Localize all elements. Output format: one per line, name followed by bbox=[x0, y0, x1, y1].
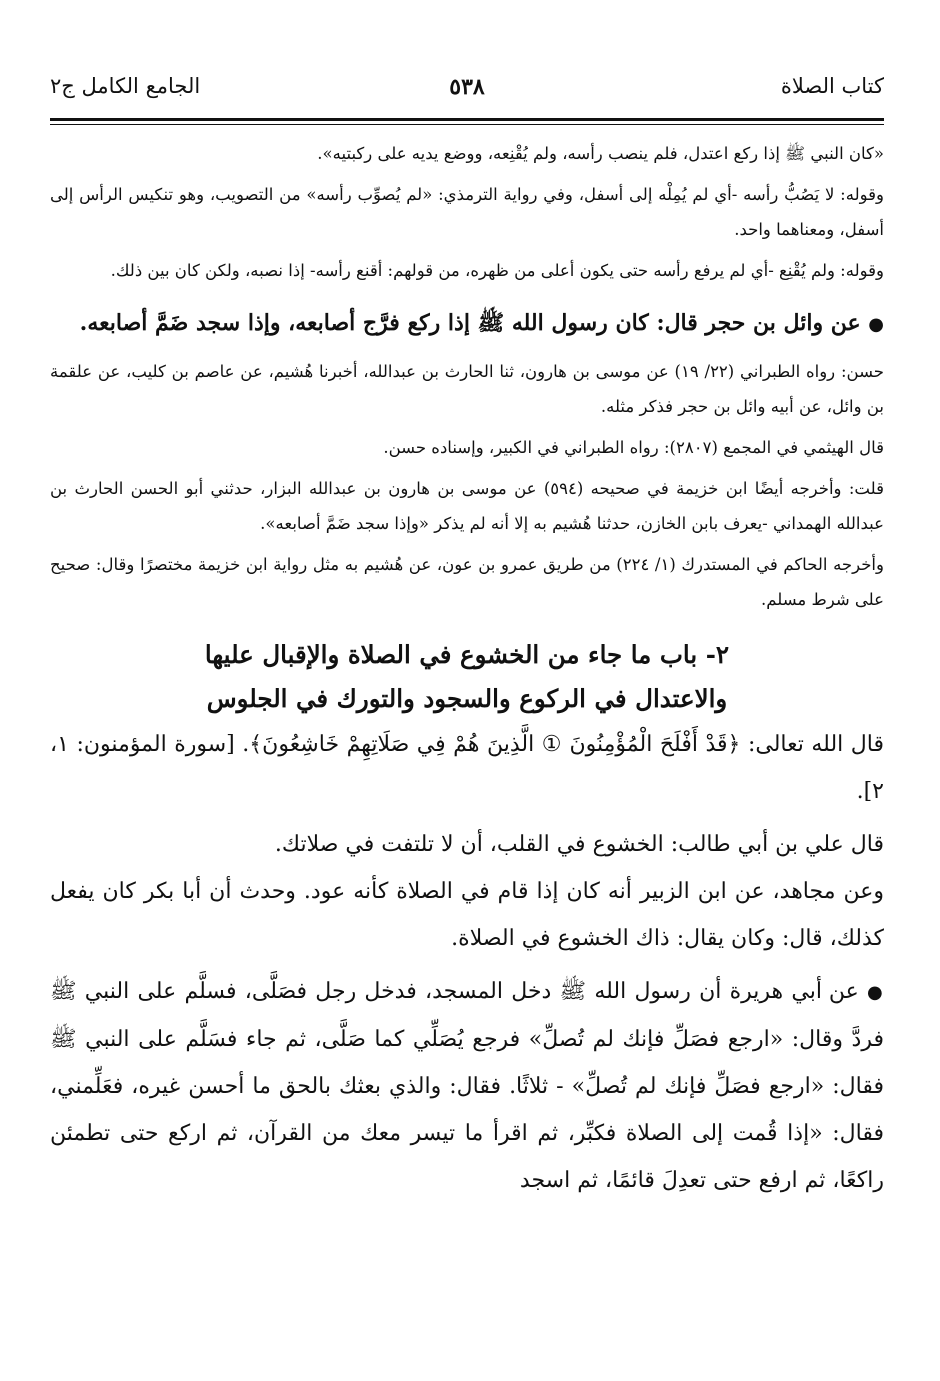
quote-continuation: «كان النبي ﷺ إذا ركع اعتدل، فلم ينصب رأسه، ولم يُقْنِعه، ووضع يديه على ركبتيه». bbox=[317, 144, 884, 163]
page-header bbox=[50, 74, 884, 106]
chapter-title-line: والاعتدال في الركوع والسجود والتورك في الجلوس bbox=[206, 684, 728, 713]
citation-paragraph: قال الهيثمي في المجمع (٢٨٠٧): رواه الطبراني في الكبير، وإسناده حسن. bbox=[383, 438, 884, 457]
commentary-paragraph: وأخرجه الحاكم في المستدرك (١/ ٢٢٤) من طريق عمرو بن عون، عن هُشيم به مثل رواية ابن خزيمة مختصرًا وقال: صحيح على شرط مسلم. bbox=[50, 555, 884, 609]
hadith-paragraph bbox=[50, 968, 884, 1204]
header-rule-thick bbox=[50, 118, 884, 121]
narration-paragraph: قال علي بن أبي طالب: الخشوع في القلب، أن لا تلتفت في صلاتك. bbox=[274, 832, 884, 857]
hadith-paragraph bbox=[50, 300, 884, 348]
page-number: ٥٣٨ bbox=[449, 74, 485, 100]
commentary-paragraph: وقوله: لا يَصُبُّ رأسه -أي لم يُمِلْه إلى أسفل، وفي رواية الترمذي: «لم يُصوِّب رأسه» من التصويب، وهو تنكيس الرأس إلى أسفل، ومعناهما واحد. bbox=[50, 185, 884, 239]
quran-verse-paragraph: قال الله تعالى: ﴿قَدْ أَفْلَحَ الْمُؤْمِنُونَ ① الَّذِينَ هُمْ فِي صَلَاتِهِمْ خَاشِعُونَ﴾. [سورة المؤمنون: ١، ٢]. bbox=[50, 732, 884, 804]
book-section-title: كتاب الصلاة bbox=[780, 74, 884, 98]
hadith-text: عن وائل بن حجر قال: كان رسول الله ﷺ إذا ركع فرَّج أصابعه، وإذا سجد ضَمَّ أصابعه. bbox=[79, 310, 861, 336]
bullet-icon: ● bbox=[867, 982, 884, 1003]
chapter-title bbox=[50, 633, 884, 721]
narration-paragraph: وعن مجاهد، عن ابن الزبير أنه كان إذا قام في الصلاة كأنه عود. وحدث أن أبا بكر كان يفعل كذلك، قال: وكان يقال: ذاك الخشوع في الصلاة. bbox=[50, 879, 884, 951]
page-body bbox=[50, 136, 884, 1204]
bullet-icon: ● bbox=[868, 314, 884, 335]
header-rule-thin bbox=[50, 124, 884, 125]
book-title: الجامع الكامل ج٢ bbox=[50, 74, 201, 98]
hadith-text: عن أبي هريرة أن رسول الله ﷺ دخل المسجد، فدخل رجل فصَلَّى، فسلَّم على النبي ﷺ فردَّ وقال: «ارجع فصَلِّ فإنك لم تُصلِّ» فرجع يُصَلِّي كما صَلَّى، ثم جاء فسَلَّم على النبي ﷺ فقال: «ارجع فصَلِّ فإنك لم تُصلِّ» - ثلاثًا. فقال: والذي بعثك بالحق ما أحسن غيره، فعَلِّمني، فقال: «إذا قُمت إلى الصلاة فكبِّر، ثم اقرأ ما تيسر معك من القرآن، ثم اركع حتى تطمئن راكعًا، ثم ارفع حتى تعدِلَ قائمًا، ثم اسجد bbox=[50, 979, 884, 1193]
commentary-paragraph: وقوله: ولم يُقْنِع -أي لم يرفع رأسه حتى يكون أعلى من ظهره، من قولهم: أقنع رأسه- إذا نصبه، ولكن كان بين ذلك. bbox=[110, 261, 884, 280]
grading-paragraph: حسن: رواه الطبراني (٢٢/ ١٩) عن موسى بن هارون، ثنا الحارث بن عبدالله، أخبرنا هُشيم، عن عاصم بن كليب، عن علقمة بن وائل، عن أبيه وائل بن حجر فذكر مثله. bbox=[50, 362, 884, 416]
commentary-paragraph: قلت: وأخرجه أيضًا ابن خزيمة في صحيحه (٥٩٤) عن موسى بن هارون بن عبدالله البزار، حدثني أبو الحسن الحارث بن عبدالله الهمداني -يعرف بابن الخازن، حدثنا هُشيم به إلا أنه لم يذكر «وإذا سجد ضَمَّ أصابعه». bbox=[50, 479, 884, 533]
chapter-title-line: ٢- باب ما جاء من الخشوع في الصلاة والإقبال عليها bbox=[204, 640, 730, 669]
